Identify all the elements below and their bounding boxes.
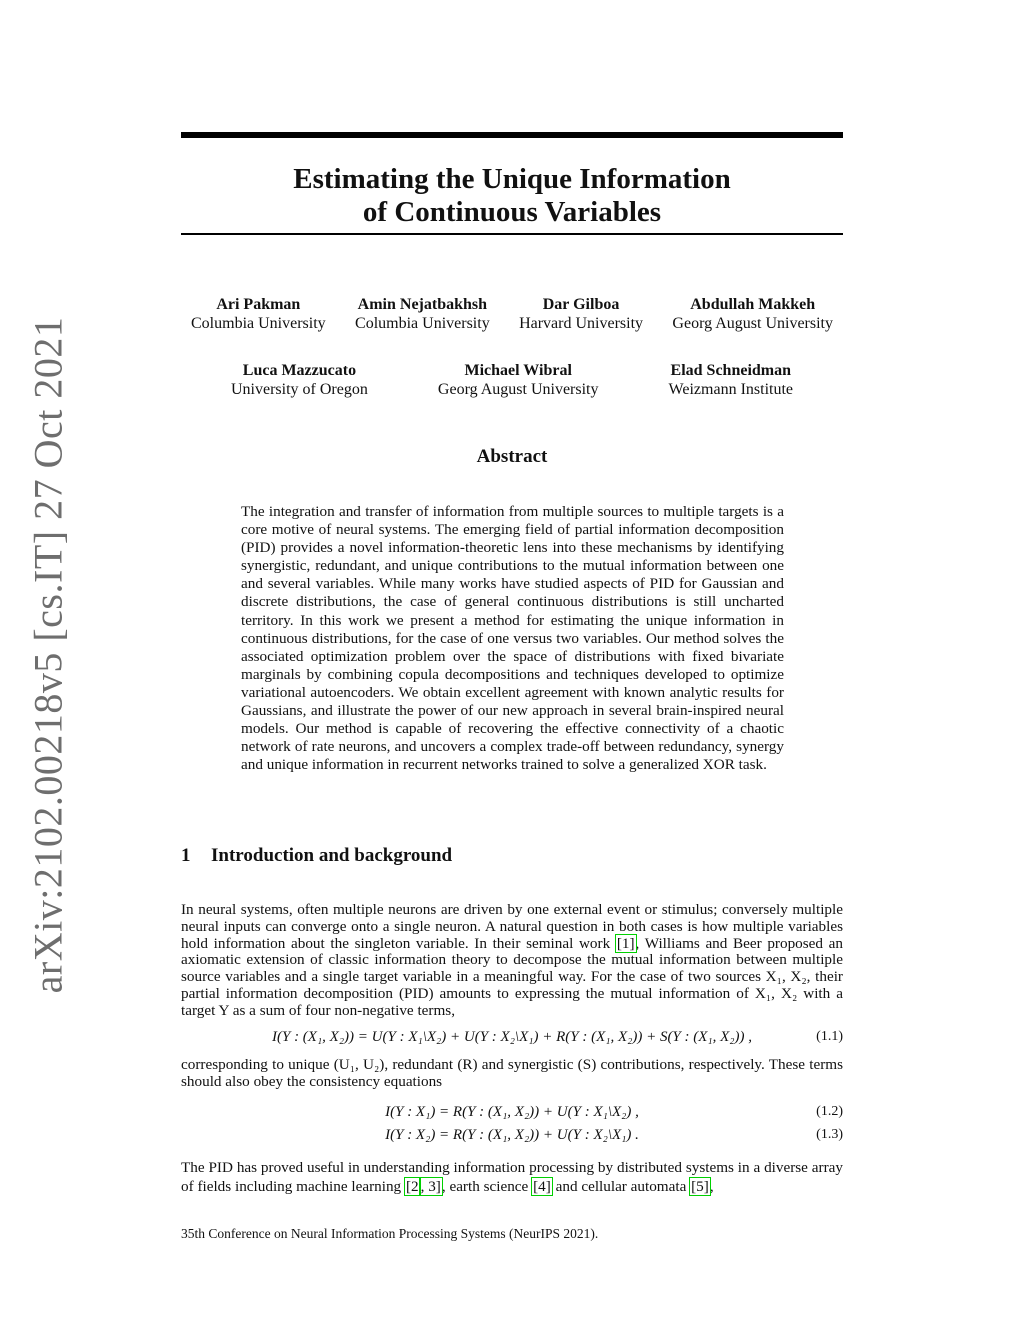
author-row-2 — [181, 361, 843, 399]
author-name: Michael Wibral — [464, 362, 572, 379]
equation-body: I(Y : X₂) = R(Y : (X₁, X₂)) + U(Y : X₂\X₁) . — [385, 1127, 639, 1143]
paragraph-text: and cellular automata — [551, 1178, 691, 1195]
title-line-1: Estimating the Unique Information — [293, 163, 731, 195]
author-affiliation: Weizmann Institute — [668, 381, 793, 398]
author-name: Ari Pakman — [216, 296, 301, 313]
citation-link[interactable]: [5] — [691, 1178, 709, 1195]
conference-footnote: 35th Conference on Neural Information Processing Systems (NeurIPS 2021). — [181, 1226, 599, 1241]
paper-title — [181, 163, 843, 229]
paragraph-text: In neural systems, often multiple neurons are driven by one external event or stimulus; conversely multiple neural inputs can converge onto a single neuron. A natural question in both cases is how multiple variables hold information about the singleton variable. In their seminal work — [181, 901, 843, 952]
author-name: Amin Nejatbakhsh — [357, 296, 488, 313]
author-affiliation: Columbia University — [191, 315, 326, 332]
author-block — [355, 295, 490, 333]
equation-number: (1.2) — [816, 1104, 843, 1119]
author-block — [191, 295, 326, 333]
author-block — [669, 361, 793, 399]
paragraph-text: , Williams and Beer proposed an axiomatic extension of classic information theory to decompose the mutual information between multiple source variables and a single target variable in a meaningful way. For the case of two sources X₁, X₂, their partial information decomposition (PID) amounts to expressing the mutual information of X₁, X₂ with a target Y as a sum of four non-negative terms, — [181, 934, 843, 1019]
author-block — [519, 295, 643, 333]
citation-link[interactable]: [4] — [533, 1178, 551, 1195]
title-bottom-rule — [181, 233, 843, 235]
paragraph-text: The PID has proved useful in understanding information processing by distributed systems in a diverse array of fields including machine learning — [181, 1159, 843, 1195]
arxiv-identifier: arXiv:2102.00218v5 [cs.IT] 27 Oct 2021 — [25, 316, 71, 994]
intro-paragraph-2: corresponding to unique (U₁, U₂), redundant (R) and synergistic (S) contributions, respectively. These terms should also obey the consistency equations — [181, 1056, 843, 1090]
author-block — [672, 295, 833, 333]
section-heading — [181, 845, 452, 867]
author-affiliation: Columbia University — [355, 315, 490, 332]
author-block — [438, 361, 599, 399]
author-affiliation: Georg August University — [437, 381, 599, 398]
citation-link[interactable]: [1] — [616, 934, 635, 952]
equation-body: I(Y : X₁) = R(Y : (X₁, X₂)) + U(Y : X₁\X₂) , — [385, 1104, 639, 1120]
author-affiliation: University of Oregon — [231, 381, 368, 398]
abstract-heading: Abstract — [476, 446, 548, 467]
arxiv-sidebar — [25, 316, 71, 994]
author-name: Dar Gilboa — [542, 296, 620, 313]
paragraph-text: , earth science — [441, 1178, 533, 1195]
title-line-2: of Continuous Variables — [362, 196, 662, 228]
section-title: Introduction and background — [211, 845, 453, 866]
abstract-text: The integration and transfer of information from multiple sources to multiple targets is a core motive of neural systems. The emerging field of partial information decomposition (PID) provides a novel information-theoretic lens into these mechanisms by identifying synergistic, redundant, and unique contributions to the mutual information between one and several variables. While many works have studied aspects of PID for Gaussian and discrete distributions, the case of general continuous distributions is still uncharted territory. In this work we present a method for estimating the unique information in continuous distributions, for the case of one versus two variables. Our method solves the associated optimization problem over the space of distributions with fixed bivariate marginals by combining copula decompositions and techniques developed to optimize variational autoencoders. We obtain excellent agreement with known analytic results for Gaussians, and illustrate the power of our new approach in several brain-inspired neural models. Our method is capable of recovering the effective connectivity of a chaotic network of rate neurons, and uncovers a complex trade-off between redundancy, synergy and unique information in recurrent networks trained to solve a generalized XOR task. — [241, 503, 784, 774]
citation-link[interactable]: [2 — [405, 1178, 419, 1195]
citation-link[interactable]: , 3] — [420, 1178, 441, 1195]
author-row-1 — [181, 295, 843, 333]
author-name: Luca Mazzucato — [242, 362, 357, 379]
equation-number: (1.1) — [816, 1029, 843, 1044]
title-top-rule — [181, 132, 843, 138]
equation-body: I(Y : (X₁, X₂)) = U(Y : X₁\X₂) + U(Y : X₂\X₁) + R(Y : (X₁, X₂)) + S(Y : (X₁, X₂)) , — [271, 1029, 753, 1045]
author-name: Abdullah Makkeh — [690, 296, 816, 313]
intro-paragraph-3 — [181, 1158, 843, 1196]
paragraph-text: , — [709, 1178, 714, 1195]
author-affiliation: Harvard University — [519, 315, 644, 332]
intro-paragraph-1 — [181, 902, 843, 1020]
equation-number: (1.3) — [816, 1127, 843, 1142]
author-name: Elad Schneidman — [670, 362, 792, 379]
author-affiliation: Georg August University — [672, 315, 833, 332]
author-block — [231, 361, 368, 399]
section-number: 1 — [181, 845, 191, 866]
